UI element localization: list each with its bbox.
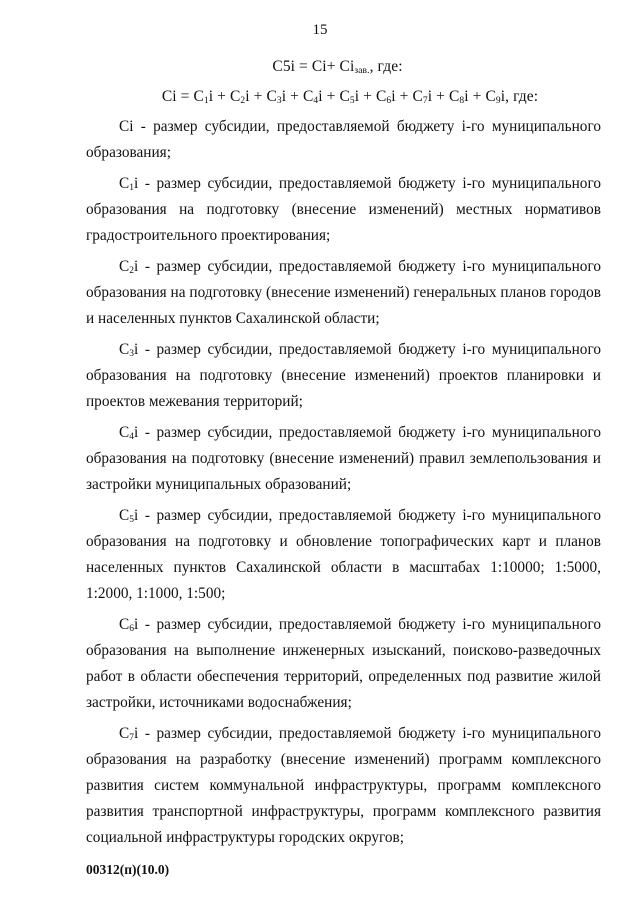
formula-ci-sum xyxy=(0,88,640,106)
definitions-list xyxy=(86,114,601,856)
formula-term: Ci = C xyxy=(161,88,204,105)
symbol-suffix: i xyxy=(133,258,139,275)
symbol-subscript: 3 xyxy=(129,349,134,359)
symbol: C xyxy=(119,507,130,524)
symbol-subscript: 6 xyxy=(129,624,134,634)
definition-text: - размер субсидии, предоставляемой бюджету i-го муниципального образования на подготовку (внесение изменений) местных нормативов градостроительного проектирования; xyxy=(86,175,601,244)
formula-subscript: 1 xyxy=(203,96,209,106)
definition-paragraph xyxy=(86,337,601,415)
formula-c5 xyxy=(0,58,640,76)
symbol-subscript: 1 xyxy=(129,183,134,193)
symbol: C xyxy=(119,341,130,358)
definition-paragraph xyxy=(86,612,601,716)
formula-term: i + C xyxy=(427,88,460,105)
formula-subscript: 7 xyxy=(422,96,428,106)
formula-c5-subscript: зав. xyxy=(354,66,370,76)
definition-text: - размер субсидии, предоставляемой бюджету i-го муниципального образования; xyxy=(86,118,601,161)
symbol-subscript: 5 xyxy=(129,515,134,525)
definition-text: - размер субсидии, предоставляемой бюджету i-го муниципального образования на подготовку (внесение изменений) проектов планировки и проектов межевания территорий; xyxy=(86,341,601,410)
formula-subscript: 5 xyxy=(349,96,355,106)
formula-subscript: 9 xyxy=(495,96,501,106)
formula-term: i + C xyxy=(208,88,241,105)
formula-term: i + C xyxy=(318,88,350,105)
formula-subscript: 8 xyxy=(459,96,465,106)
formula-subscript: 4 xyxy=(313,96,319,106)
symbol-suffix: i xyxy=(133,725,139,742)
symbol-suffix: i xyxy=(133,507,139,524)
definition-paragraph xyxy=(86,420,601,498)
formula-term: i + C xyxy=(391,88,423,105)
symbol: C xyxy=(119,175,130,192)
symbol: C xyxy=(119,424,130,441)
symbol: C xyxy=(119,725,130,742)
formula-term: i + C xyxy=(245,88,277,105)
definition-paragraph xyxy=(86,503,601,607)
formula-term: i + C xyxy=(464,88,496,105)
definition-paragraph xyxy=(86,114,601,166)
formula-subscript: 2 xyxy=(240,96,246,106)
formula-term: i + C xyxy=(354,88,387,105)
formula-subscript: 6 xyxy=(386,96,392,106)
definition-text: - размер субсидии, предоставляемой бюджету i-го муниципального образования на выполнение инженерных изысканий, поисково-разведочных работ в области обеспечения территорий, определенных под развитие жилой застройки, источниками водоснабжения; xyxy=(86,616,601,711)
symbol-suffix: i xyxy=(133,175,139,192)
symbol: C xyxy=(119,616,130,633)
symbol-suffix: i xyxy=(133,341,139,358)
formula-term: i + C xyxy=(281,88,314,105)
document-code: 00312(п)(10.0) xyxy=(86,862,170,877)
page-number: 15 xyxy=(312,22,328,38)
definition-text: - размер субсидии, предоставляемой бюджету i-го муниципального образования на разработку (внесение изменений) программ комплексного развития систем коммунальной инфраструктуры, программ комплексного развития транспортной инфраструктуры, программ комплексного развития социальной инфраструктуры городских округов; xyxy=(86,725,601,846)
definition-text: - размер субсидии, предоставляемой бюджету i-го муниципального образования на подготовку (внесение изменений) правил землепользования и застройки муниципальных образований; xyxy=(86,424,601,493)
definition-text: - размер субсидии, предоставляемой бюджету i-го муниципального образования на подготовку и обновление топографических карт и планов населенных пунктов Сахалинской области в масштабах 1:10000; 1:5000, 1:2000, 1:1000, 1:500; xyxy=(86,507,601,602)
symbol-subscript: 7 xyxy=(129,733,134,743)
symbol: C xyxy=(119,258,130,275)
definition-text: - размер субсидии, предоставляемой бюджету i-го муниципального образования на подготовку (внесение изменений) генеральных планов городов и населенных пунктов Сахалинской области; xyxy=(86,258,601,327)
definition-paragraph xyxy=(86,721,601,851)
symbol-suffix: i xyxy=(133,424,139,441)
symbol-subscript: 2 xyxy=(129,266,134,276)
definition-paragraph xyxy=(86,171,601,249)
formula-c5-lhs: C5i = Ci+ Ci xyxy=(272,58,355,75)
formula-c5-tail: , где: xyxy=(369,58,403,75)
symbol-suffix: i xyxy=(133,616,139,633)
formula-subscript: 3 xyxy=(276,96,282,106)
symbol: Ci xyxy=(119,118,134,135)
formula-term: i, где: xyxy=(500,88,539,105)
symbol-subscript: 4 xyxy=(129,432,134,442)
definition-paragraph xyxy=(86,254,601,332)
